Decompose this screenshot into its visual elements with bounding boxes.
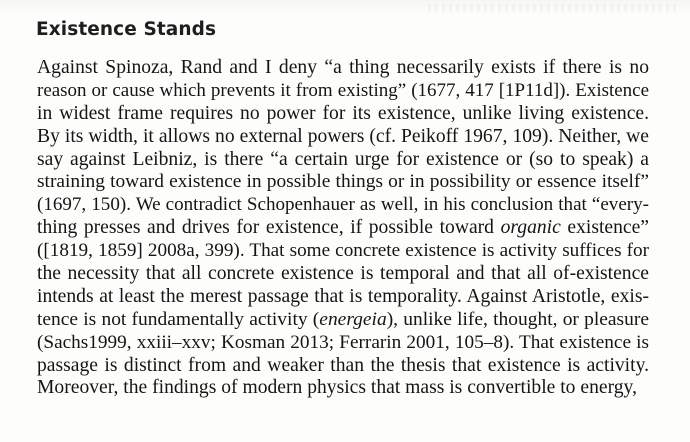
previous-page-bleed-through	[428, 4, 678, 12]
text-line-9: ([1819, 1859] 2008a, 399). That some concrete existence is activity suffices for	[37, 240, 649, 262]
text-line-14: passage is distinct from and weaker than the thesis that existence is activity.	[37, 354, 649, 376]
text-line-5: say against Leibniz, is there “a certain urge for existence or (so to speak) a	[37, 148, 649, 170]
text-line-15: Moreover, the findings of modern physics that mass is convertible to energy,	[37, 377, 637, 399]
text-line-13: (Sachs1999, xxiii–xxv; Kosman 2013; Ferrarin 2001, 105–8). That existence is	[37, 331, 649, 353]
section-heading: Existence Stands	[36, 19, 217, 40]
text-line-8: thing presses and drives for existence, if possible toward organic existence”	[37, 217, 649, 239]
text-line-11: intends at least the merest passage that is temporality. Against Aristotle, exis-	[37, 285, 649, 307]
text-line-3: in widest frame requires no power for its existence, unlike living existence.	[37, 102, 649, 124]
text-line-2: reason or cause which prevents it from existing” (1677, 417 [1P11d]). Existence	[37, 79, 649, 101]
text-line-12: tence is not fundamentally activity (energeia), unlike life, thought, or pleasure	[37, 308, 649, 330]
text-line-10: the necessity that all concrete existence is temporal and that all of-existence	[37, 263, 649, 285]
text-line-7: (1697, 150). We contradict Schopenhauer as well, in his conclusion that “every-	[37, 194, 649, 216]
text-line-6: straining toward existence in possible things or in possibility or essence itself”	[37, 171, 649, 193]
text-line-1: Against Spinoza, Rand and I deny “a thing necessarily exists if there is no	[37, 57, 649, 78]
body-paragraph	[37, 57, 649, 400]
text-line-4: By its width, it allows no external powers (cf. Peikoff 1967, 109). Neither, we	[37, 125, 649, 147]
